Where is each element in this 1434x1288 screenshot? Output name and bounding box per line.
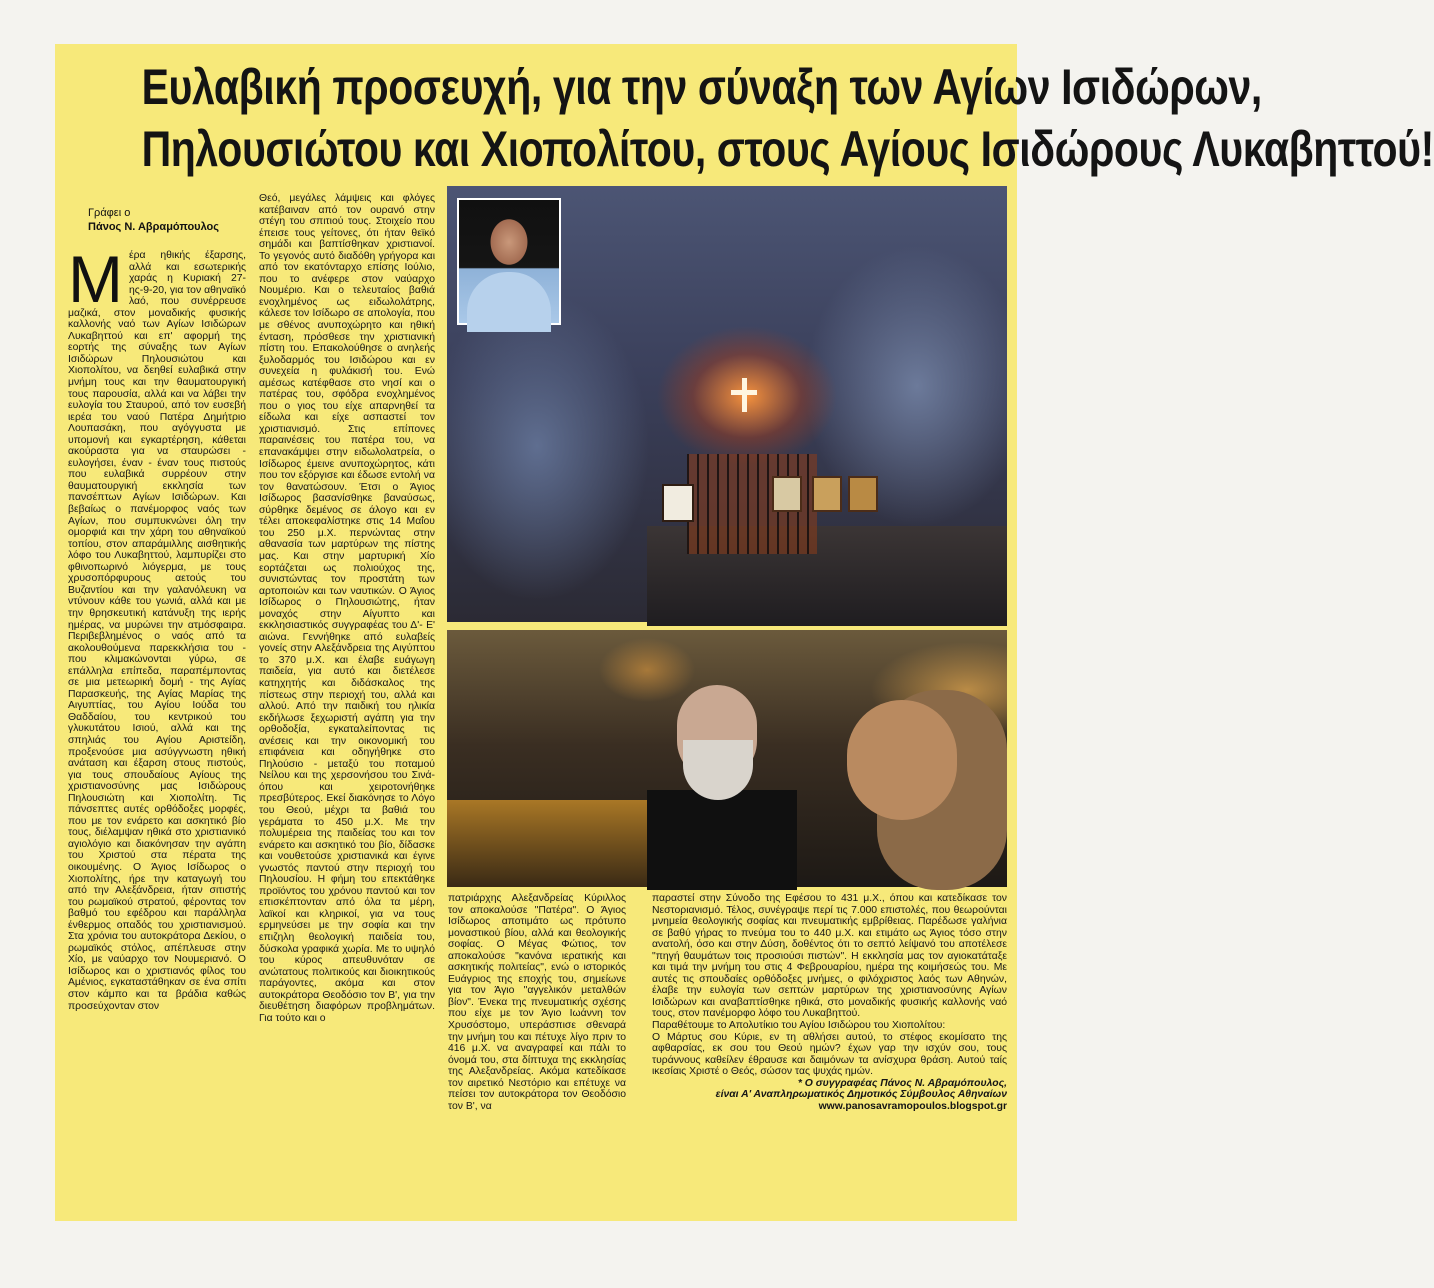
page-margin-bottom [0,1232,1065,1288]
headline-line-1: Ευλαβική προσευχή, για την σύναξη των Αγίων Ισιδώρων, [141,59,1262,115]
byline [88,206,238,234]
author-portrait-photo [457,198,561,325]
byline-author: Πάνος Ν. Αβραμόπουλος [88,221,219,233]
icon-frame-1 [772,476,802,512]
drop-cap: Μ [68,242,123,316]
priest-robe [647,790,797,890]
lit-cross-bar [731,390,757,395]
author-signature: * Ο συγγραφέας Πάνος Ν. Αβραμόπουλος, [797,1077,1007,1089]
icon-frame-3 [848,476,878,512]
article-column-1 [68,242,246,1200]
column-1-text: έρα ηθικής έξαρσης, αλλά και εσωτερικής χαράς η Κυριακή 27-ης-9-20, για τον αθηναϊκό λαό, που συνέρρευσε μαζικά, στον μοναδικής φυσικής καλλονής ναό των Αγίων Ισιδώρων Λυκαβηττού και επ' αφορμή της εορτής της σύναξης των Αγίων Ισιδώρων Πηλουσιώτου και Χιοπολίτου, να δεηθεί ευλαβικά στην μνήμη τους και την θαυματουργική τους παρουσία, αλλά και να λάβει την ευλογία του Σταυρού, από τον ευσεβή ιερέα του ναού Πατέρα Δημήτριο Λουπασάκη, που αγόγγυστα με υπομονή και εγκαρτέρηση, κάθεται ακούραστα για να σταυρώσει - ευλογήσει, έναν - έναν τους πιστούς που ευλαβικά συρρέουν στην θαυματουργική εκκλησία των πανσέπτων Αγίων Ισιδώρων. Και βεβαίως ο πανέμορφος ναός των Αγίων, που συμπυκνώνει όλη την ομορφιά και την χάρη του αθηναϊκού τοπίου, στον απαράμιλλης αισθητικής λόφο του Λυκαβηττού, λαμπυρίζει στο φθινοπωρινό λιόγερμα, με τους χρυσοπόρφυρους αετούς του Βυζαντίου και την γαλανόλευκη να ντύνουν κάθε του γωνιά, αλλά και με την θρησκευτική κατάνυξη της ιερής ημέρας, να μυρώνει την ατμόσφαιρα. Περιβεβλημένος ο ναός από τα ακολουθούμενα παρεκκλήσια του - που κλιμακώνονται γύρω, σε επάλληλα επίπεδα, παραπέμποντας σε μια μετεωρική δομή - της Αγίας Παρασκευής, της Αγίας Μαρίας της Αιγυπτίας, του Αγίου Ιούδα του Θαδδαίου, του κεντρικού του γλυκυτάτου Ισιού, αλλά και της σπηλιάς του Αγίου Αριστείδη, προξενούσε μια ασύγγνωστη ηθική ανάταση και έξαρση στους πιστούς, για τους σπουδαίους Αγίους της χριστιανοσύνης μας Ισιδώρους Πηλουσιώτη και Χιοπολίτη. Τις πάνσεπτες αυτές ορθόδοξες μορφές, που με τον ενάρετο και ασκητικό βίο τους, διέλαμψαν ηθικά στο χριστιανικό αγιολόγιο και διακόνησαν την αγάπη του Χριστού στα πέρατα της οικουμένης. Ο Άγιος Ισίδωρος ο Χιοπολίτης, ήρε την καταγωγή του από την Αλεξάνδρεια, ήταν σιτιστής του ρωμαϊκού στρατού, φέροντας τον βαθμό του εφέδρου και παράλληλα ένθερμος οπαδός του χριστιανισμού. Στα χρόνια του αυτοκράτορα Δεκίου, ο ρωμαϊκός στόλος, απέπλευσε στην Χίο, με ναύαρχο τον Νουμεριανό. Ο Ισίδωρος και ο χριστιανός φίλος του Αμένιος, εγκαταστάθηκαν σε ένα σπίτι στον κάμπο και τα βράδια καθώς προσεύχονταν στον [68,250,246,1012]
article-column-4 [652,893,1007,1201]
column-3-text: πατριάρχης Αλεξανδρείας Κύριλλος τον αποκαλούσε "Πατέρα". Ο Άγιος Ισίδωρος αποτιμάτο ως πρότυπο μοναστικού βίου, αλλά και θεολογικής σοφίας. Ο Μέγας Φώτιος, τον αποκαλούσε "κανόνα ιερατικής και ασκητικής πολιτείας", ενώ ο ιστορικός Ευάγριος της εποχής του, σημείωνε για τον Άγιο "αγγελικόν μεταλθών βίον". Ένεκα της πνευματικής σχέσης που είχε με τον Άγιο Ιωάννη τον Χρυσόστομο, υπεράσπισε σθεναρά την μνήμη του και πέτυχε λίγο πριν το 416 μ.Χ. να αναγραφεί και πάλι το όνομά του, στα δίπτυχα της εκκλησίας της Αλεξανδρείας. Ακόμα κατεδίκασε τον αιρετικό Νεστόριο και επέτυχε να πείσει τον αυτοκράτορα τον Θεοδόσιο τον Β', να [448,893,626,1112]
icon-frame-2 [812,476,842,512]
candle-glow [447,800,647,887]
column-4-text: παραστεί στην Σύνοδο της Εφέσου το 431 μ.Χ., όπου και κατεδίκασε τον Νεστοριανισμό. Τέλος, συνέγραψε περί τις 7.000 επιστολές, που θεωρούνται μνημεία θεολογικής σοφίας και πνευματικής εμβρίθειας. Παρέδωσε γαλήνια σε βαθύ γήρας το πνεύμα του το 440 μ.Χ. και ετιμάτο ως Άγιος τόσο στην ανατολή, όσο και στην Δύση, δοθέντος ότι το σεπτό λείψανό του αποτέλεσε "πηγή θαυμάτων τοις προσιούσι πιστών". Η εκκλησία μας τον αγιοκατάταξε και τιμά την μνήμη του στις 4 Φεβρουαρίου, ημέρα της κοιμήσεώς του. Με αυτές τις σπουδαίες ορθόδοξες μνήμες, ο φιλόχριστος λαός των Αθηνών, έλαβε την ευλογία των σεπτών μαρτύρων της χριστιανοσύνης Αγίων Ισιδώρων και αναβαπτίσθηκε ηθικά, στο μοναδικής φυσικής καλλονής ναό τους, στον πανέμορφο λόφο του Λυκαβηττού. [652,893,1007,1020]
priest-blessing-photo [447,630,1007,887]
lit-cross-icon [742,378,747,412]
author-shirt [467,272,551,332]
prayer-intro: Παραθέτουμε το Απολυτίκιο του Αγίου Ισιδώρου του Χιοπολίτου: [652,1020,946,1032]
prayer-text: Ο Μάρτυς σου Κύριε, εν τη αθλήσει αυτού, το στέφος εκομίσατο της αφθαρσίας, εκ σου του Θεού ημών? έχων γαρ την ισχύν σου, τους τυράννους καθείλεν έθραυσε και δαιμόνων τα ανίσχυρα θράση. Αυτού ταίς ικεσίαις Χριστέ ο Θεός, σώσον τας ψυχάς ημών. [652,1031,1007,1078]
column-2-text: Θεό, μεγάλες λάμψεις και φλόγες κατέβαιναν από τον ουρανό στην στέγη του σπιτιού τους. Στοιχείο που έπεισε τους γείτονες, ότι ήταν θεϊκό σημάδι και βαπτίσθηκαν χριστιανοί. Το γεγονός αυτό διαδόθη γρήγορα και από τον εκατόνταρχο επίσης Ιούλιο, που το ανέφερε στον ναύαρχο Νουμέριο. Και ο τελευταίος βαθιά ενοχλημένος ως ειδωλολάτρης, κάλεσε τον Ισίδωρο σε απολογία, που με σθένος ανυποχώρητο και ηθική ένταση, πρόσθεσε την χριστιανική πίστη του. Επακολούθησε ο ανηλεής ξυλοδαρμός του Ισιδώρου και εν συνεχεία η φυλάκισή του. Ενώ αμέσως κατέφθασε στο νησί και ο πατέρας του, σφόδρα ενοχλημένος που ο γιος του είχε απαρνηθεί τα είδωλα και είχε ασπαστεί τον χριστιανισμό. Στις επίπονες παραινέσεις του πατέρα του, να επανακάμψει στην ειδωλολατρεία, ο Ισίδωρος έμεινε ανυποχώρητος, κάτι που τον εξόργισε και έδωσε εντολή να τον θανατώσουν. Έτσι ο Άγιος Ισίδωρος βασανίσθηκε βαναύσως, σύρθηκε δεμένος σε άλογο και εν τέλει αποκεφαλίστηκε στις 14 Μαΐου του 250 μ.Χ. περνώντας στην αθανασία των μαρτύρων της πίστης μας. Και στην μαρτυρική Χίο εορτάζεται ως πολιούχος της, συνιστώντας τον προστάτη των αρτοποιών και των ναυτικών. Ο Άγιος Ισίδωρος ο Πηλουσιώτης, ήταν μοναχός στην Αίγυπτο και εκκλησιαστικός συγγραφέας του Δ'- Ε' αιώνα. Γεννήθηκε από ευλαβείς γονείς στην Αλεξάνδρεια της Αιγύπτου το 370 μ.Χ. και έλαβε ευάγωγη παιδεία, για αυτό και διετέλεσε κατηχητής και διδάσκαλος της πίστεως στην περιοχή του, αλλά και αλλού. Από την παιδική του ηλικία εκδήλωσε ξεχωριστή αγάπη για την ορθοδοξία, εγκαταλείποντας τις ανέσεις και την οικονομική του επιφάνεια και οδηγήθηκε στο Πηλούσιο - μεταξύ του ποταμού Νείλου και της χερσονήσου του Σινά- όπου και χειροτονήθηκε πρεσβύτερος. Εκεί διακόνησε το Λόγο του Θεού, μέχρι τα βαθιά του γεράματα το 450 μ.Χ. Με την πολυμέρεια της παιδείας του και τον ενάρετο και ασκητικό του βίο, δίδασκε και νουθετούσε χριστιανικά και έγινε γνωστός παντού στην περιοχή του Πηλουσίου. Η φήμη του επεκτάθηκε προϊόντος του χρόνου παντού και τον επισκέπτονταν από όλα τα μέρη, λαϊκοί και κληρικοί, για να τους ερμηνεύσει με την σοφία και την επιζηλη θεολογική παιδεία του, δύσκολα γραφικά χωρία. Με το υψηλό του κύρος απευθυνόταν σε ανώτατους πολιτικούς και διοικητικούς παράγοντες, ακόμα και στον αυτοκράτορα Θεοδόσιο τον Β', για την διευθέτηση διαφόρων προβλημάτων. Για τούτο και ο [259,193,435,1024]
article-column-2 [259,193,435,1201]
author-blog-link[interactable]: www.panosavramopoulos.blogspot.gr [818,1100,1007,1112]
byline-label: Γράφει ο [88,207,131,219]
headline-line-2: Πηλουσιώτου και Χιοπολίτου, στους Αγίους Ισιδώρους Λυκαβηττού! [141,121,1434,177]
woman-face [847,700,957,820]
icon-frame-left [662,484,694,522]
author-title: είναι Α' Αναπληρωματικός Δημοτικός Σύμβουλος Αθηναίων [715,1089,1007,1101]
headline [55,44,1434,184]
article-column-3 [448,893,626,1201]
